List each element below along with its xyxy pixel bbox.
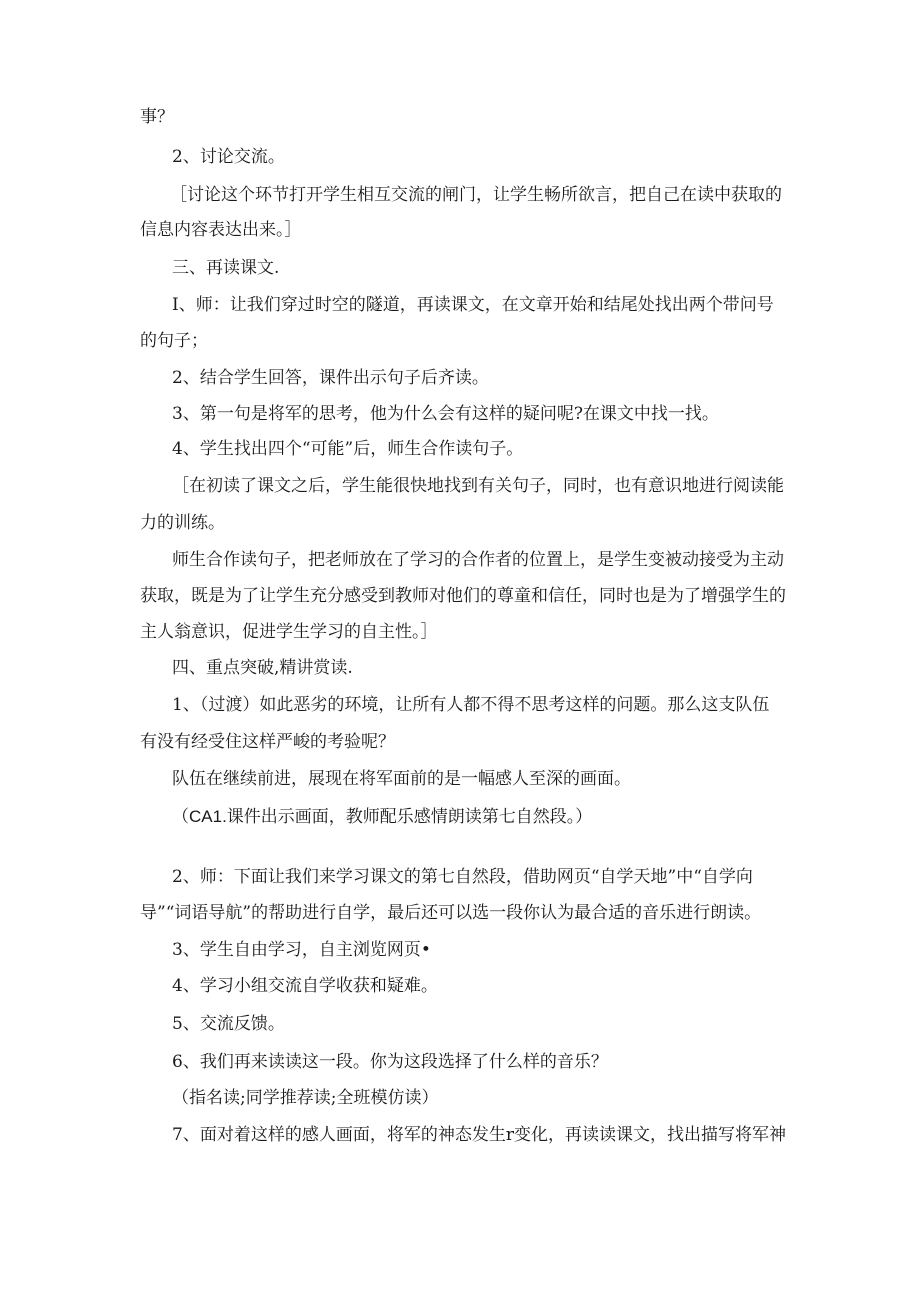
text-line: 力的训练。 bbox=[140, 513, 225, 533]
text-line: 4、学生找出四个“可能”后，师生合作读句子。 bbox=[172, 439, 524, 459]
text-line: 1、（过渡）如此恶劣的环境，让所有人都不得不思考这样的问题。那么这支队伍 bbox=[172, 695, 770, 715]
text-line: 有没有经受住这样严峻的考验呢？ bbox=[140, 732, 395, 752]
text-line: （指名读;同学推荐读;全班模仿读） bbox=[172, 1088, 439, 1108]
text-line: 信息内容表达出来。］ bbox=[140, 220, 302, 240]
text-line: 导”“词语导航”的帮助进行自学，最后还可以选一段你认为最合适的音乐进行朗读。 bbox=[140, 903, 762, 923]
text-line: I、师：让我们穿过时空的隧道，再读课文，在文章开始和结尾处找出两个带问号 bbox=[172, 295, 774, 315]
text-line: 3、学生自由学习，自主浏览网页• bbox=[172, 940, 431, 960]
text-line: 的句子； bbox=[140, 331, 208, 351]
text-line: 5、交流反馈。 bbox=[172, 1014, 285, 1034]
text-line: 7、面对着这样的感人画面，将军的神态发生r变化，再读读课文，找出描写将军神 bbox=[172, 1125, 786, 1145]
text-line: 事？ bbox=[140, 107, 174, 127]
section-heading: 三、再读课文. bbox=[172, 258, 280, 278]
text-line: （CA1.课件出示画面，教师配乐感情朗读第七自然段。） bbox=[172, 807, 593, 826]
text-line: 3、第一句是将军的思考，他为什么会有这样的疑问呢?在课文中找一找。 bbox=[172, 404, 719, 424]
text-line: 2、结合学生回答，课件出示句子后齐读。 bbox=[172, 368, 489, 388]
text-line: ［讨论这个环节打开学生相互交流的闸门，让学生畅所欲言，把自己在读中获取的 bbox=[170, 185, 782, 205]
text-line: 2、讨论交流。 bbox=[172, 147, 285, 167]
text-line: 6、我们再来读读这一段。你为这段选择了什么样的音乐？ bbox=[172, 1052, 608, 1072]
section-heading: 四、重点突破,精讲赏读. bbox=[172, 658, 353, 678]
text-line: 4、学习小组交流自学收获和疑难。 bbox=[172, 976, 438, 996]
text-line: ［在初读了课文之后，学生能很快地找到有关句子，同时，也有意识地进行阅读能 bbox=[172, 476, 784, 496]
text-line: 师生合作读句子，把老师放在了学习的合作者的位置上，是学生变被动接受为主动 bbox=[172, 550, 784, 570]
text-line: 队伍在继续前进，展现在将军面前的是一幅感人至深的画面。 bbox=[172, 769, 631, 789]
text-line: 2、师：下面让我们来学习课文的第七自然段，借助网页“自学天地”中“自学向 bbox=[172, 867, 753, 887]
text-line: 主人翁意识，促进学生学习的自主性。］ bbox=[140, 622, 438, 642]
text-line: 获取，既是为了让学生充分感受到教师对他们的尊童和信任，同时也是为了增强学生的 bbox=[140, 586, 786, 606]
